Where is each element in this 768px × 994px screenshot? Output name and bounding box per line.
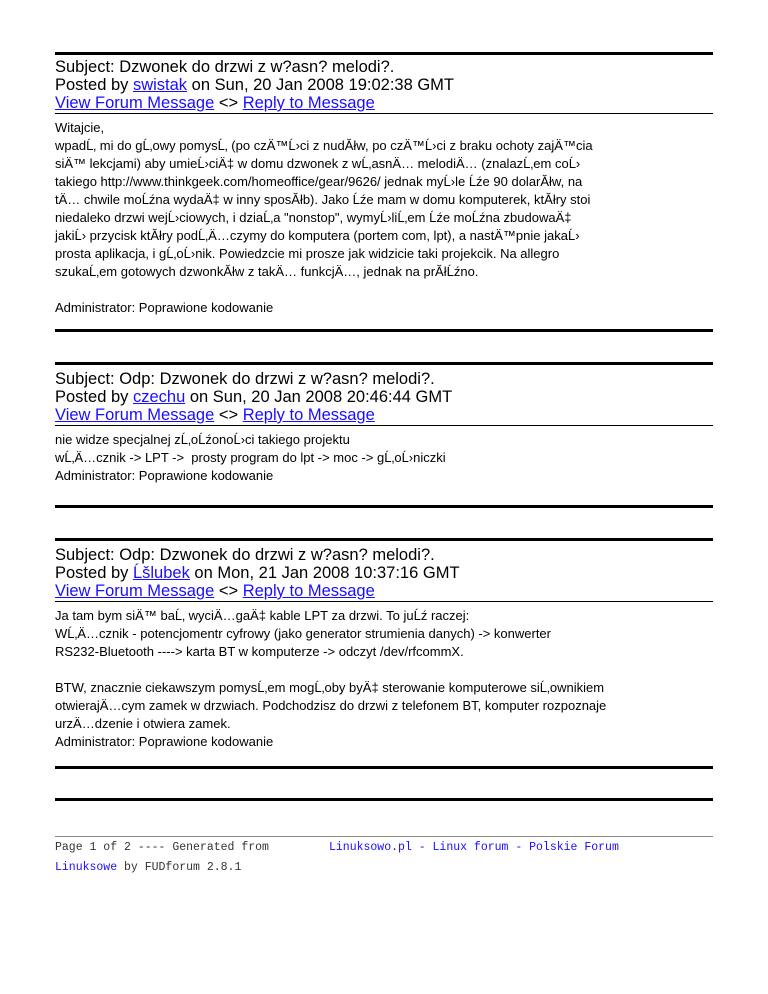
- footer-page-info: Page 1 of 2 ---- Generated from: [55, 841, 269, 854]
- footer-rule: [55, 836, 713, 837]
- subject-label: Subject:: [55, 546, 120, 564]
- post-3: [55, 505, 713, 751]
- on-label: on: [189, 564, 218, 582]
- posted-by-label: Posted by: [55, 388, 133, 406]
- author-link[interactable]: swistak: [132, 76, 188, 94]
- footer-left: [55, 838, 315, 878]
- author-link[interactable]: czechu: [132, 388, 186, 406]
- post-top-rule: [55, 505, 713, 508]
- view-forum-message-link[interactable]: View Forum Message: [55, 582, 215, 600]
- page-footer: [55, 836, 713, 874]
- post-top-rule: [55, 329, 713, 332]
- footer-linuksowe-link[interactable]: Linuksowe: [55, 861, 118, 874]
- posted-by-label: Posted by: [55, 76, 133, 94]
- post-header: [55, 541, 713, 600]
- reply-to-message-link[interactable]: Reply to Message: [242, 406, 375, 424]
- post-subject: Odp: Dzwonek do drzwi z w?asn? melodi?.: [119, 370, 435, 388]
- post-top-rule: [55, 766, 713, 769]
- post-date: Sun, 20 Jan 2008 20:46:44 GMT: [212, 388, 453, 406]
- post-header: [55, 365, 713, 424]
- post-body: nie widze specjalnej zĹ‚oĹźonoĹ›ci takiego projektu wĹ‚Ä…cznik -> LPT -> prosty program do lpt -> moc -> gĹ‚oĹ›niczki Administrator: Poprawione kodowanie: [55, 432, 446, 483]
- footer-generator-text: by FUDforum 2.8.1: [117, 861, 242, 874]
- post-date: Mon, 21 Jan 2008 10:37:16 GMT: [217, 564, 460, 582]
- view-forum-message-link[interactable]: View Forum Message: [55, 406, 215, 424]
- post-end: [55, 766, 713, 801]
- post-body: Ja tam bym siÄ™ baĹ‚ wyciÄ…gaÄ‡ kable LPT za drzwi. To juĹź raczej: WĹ‚Ä…cznik - potencjomentr cyfrowy (jako generator strumienia danych) -> konwerter RS232-Bluetooth ----> karta BT w komputerze -> odczyt /dev/rfcommX. BTW, znacznie ciekawszym pomysĹ‚em mogĹ‚oby byÄ‡ sterowanie komputerowe siĹ‚ownikiem otwierajÄ…cym zamek w drzwiach. Podchodzisz do drzwi z telefonem BT, komputer rozpoznaje urzÄ…dzenie i otwiera zamek. Administrator: Poprawione kodowanie: [55, 608, 607, 749]
- reply-to-message-link[interactable]: Reply to Message: [242, 582, 375, 600]
- post-header-rule: [55, 425, 713, 426]
- link-separator: <>: [214, 94, 243, 112]
- footer-right: [329, 838, 619, 858]
- view-forum-message-link[interactable]: View Forum Message: [55, 94, 215, 112]
- post-header: [55, 55, 713, 112]
- post-subject: Odp: Dzwonek do drzwi z w?asn? melodi?.: [119, 546, 435, 564]
- subject-label: Subject:: [55, 370, 120, 388]
- post-end-rule: [55, 798, 713, 801]
- post-1: [55, 52, 713, 317]
- post-subject: Dzwonek do drzwi z w?asn? melodi?.: [119, 58, 395, 76]
- reply-to-message-link[interactable]: Reply to Message: [242, 94, 375, 112]
- post-date: Sun, 20 Jan 2008 19:02:38 GMT: [214, 76, 455, 94]
- on-label: on: [187, 76, 215, 94]
- post-2: [55, 329, 713, 485]
- footer-site-link[interactable]: Linuksowo.pl - Linux forum - Polskie Forum: [329, 841, 619, 854]
- author-link[interactable]: Ĺšlubek: [132, 564, 190, 582]
- post-header-rule: [55, 601, 713, 602]
- post-body: Witajcie, wpadĹ‚ mi do gĹ‚owy pomysĹ‚ (po czÄ™Ĺ›ci z nudĂłw, po czÄ™Ĺ›ci z braku ochoty zajÄ™cia siÄ™ lekcjami) aby umieĹ›ciÄ‡ w domu dzwonek z wĹ‚asnÄ… melodiÄ… (znalazĹ‚em coĹ› takiego http://www.thinkgeek.com/homeoffice/gear/9626/ jednak myĹ›le Ĺźe 90 dolarĂłw, na tÄ… chwile moĹźna wydaÄ‡ w inny sposĂłb). Jako Ĺźe mam w domu komputerek, ktĂłry stoi niedaleko drzwi wejĹ›ciowych, i dziaĹ‚a "nonstop", wymyĹ›liĹ‚em Ĺźe moĹźna zbudowaÄ‡ jakiĹ› przycisk ktĂłry podĹ‚Ä…czymy do komputera (portem com, lpt), a nastÄ™pnie jakaĹ› prosta aplikacja, i gĹ‚oĹ›nik. Powiedzcie mi prosze jak widzicie taki projekcik. Na allegro szukaĹ‚em gotowych dzwonkĂłw z takÄ… funkcjÄ…, jednak na prĂłĹźno. Administrator: Poprawione kodowanie: [55, 120, 593, 315]
- post-header-rule: [55, 113, 713, 114]
- link-separator: <>: [214, 582, 243, 600]
- on-label: on: [185, 388, 213, 406]
- posted-by-label: Posted by: [55, 564, 133, 582]
- subject-label: Subject:: [55, 58, 120, 76]
- link-separator: <>: [214, 406, 243, 424]
